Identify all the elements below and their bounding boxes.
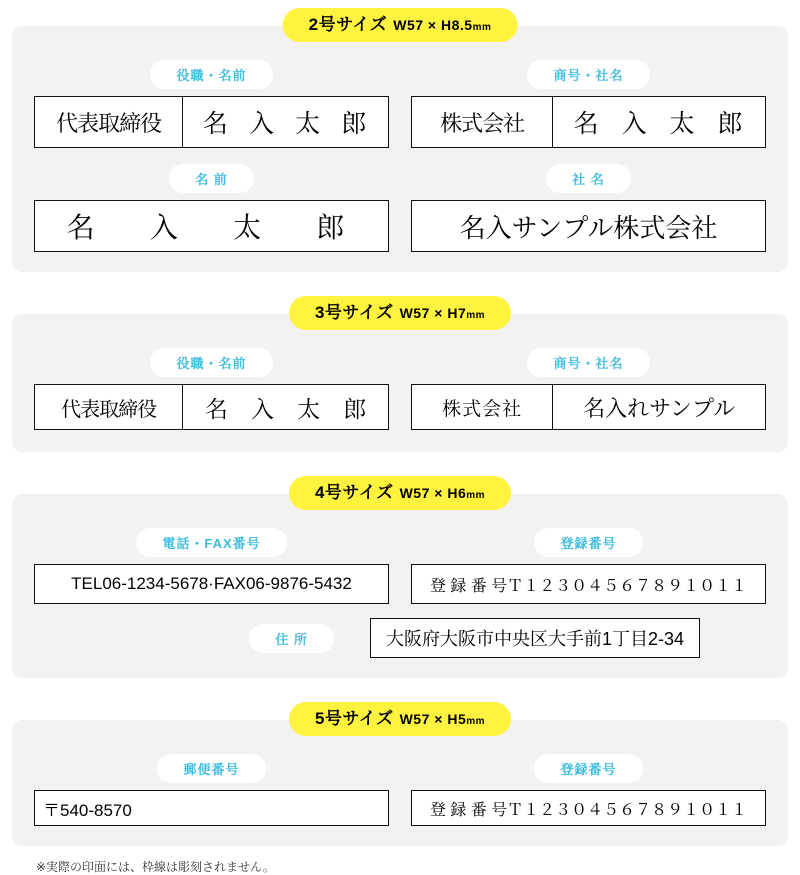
- stamp-registration-value: Ｔ１２３０４５６７８９１０１１: [507, 801, 748, 819]
- stamp-name-group: [183, 97, 388, 147]
- col-5-left: [34, 754, 389, 826]
- stamp-registration-label: 登 録 番 号: [429, 801, 508, 819]
- section-size-3: [12, 303, 788, 452]
- size-pill-4-dim: W57 × H6: [399, 485, 467, 501]
- stamp-registration-value: Ｔ１２３０４５６７８９１０１１: [507, 577, 748, 595]
- row-2-top: [34, 60, 766, 148]
- size-pill-3-label: 3号サイズ: [314, 303, 394, 322]
- stamp-tel-fax-text: TEL06-1234-5678·FAX06-9876-5432: [71, 574, 352, 593]
- stamp-name-char: 太: [295, 110, 323, 138]
- stamp-prefix: 株式会社: [412, 97, 553, 147]
- stamp-registration-label: 登 録 番 号: [429, 577, 508, 595]
- stamp-name-group: [35, 201, 388, 251]
- stamp-name-char: 郎: [343, 395, 367, 422]
- size-pill-4: [289, 476, 511, 510]
- col-4-address-box: [370, 618, 766, 658]
- col-2-left-top: [34, 60, 389, 148]
- label-company-name: 商号・社名: [527, 348, 649, 377]
- stamp-name-char: 入: [249, 110, 277, 138]
- stamp-name-char: 郎: [717, 110, 745, 138]
- size-pill-3: [289, 296, 511, 330]
- size-pill-5-dim: W57 × H5: [399, 711, 467, 727]
- label-postal-code: 郵便番号: [157, 754, 265, 783]
- label-name-only: 名 前: [169, 164, 254, 193]
- stamp-box-postal: [34, 790, 389, 826]
- label-role-name: 役職・名前: [150, 60, 272, 89]
- label-tel-fax: 電話・FAX番号: [136, 528, 286, 557]
- row-4-bottom: [34, 618, 766, 658]
- stamp-name-char: 入: [251, 395, 274, 422]
- footnote: ※実際の印面には、枠線は彫刻されません。: [36, 860, 275, 874]
- label-company-name: 商号・社名: [527, 60, 649, 89]
- size-pill-2: [283, 8, 518, 42]
- stamp-prefix: 株式会社: [412, 385, 553, 429]
- stamp-postal-text: 〒540-8570: [43, 800, 132, 820]
- size-pill-3-dim: W57 × H7: [399, 305, 467, 321]
- stamp-registration-group: [412, 565, 765, 603]
- size-pill-2-unit: mm: [472, 22, 492, 33]
- label-registration-number: 登録番号: [534, 754, 642, 783]
- row-5-top: [34, 754, 766, 826]
- col-2-right-bottom: [411, 164, 766, 252]
- col-4-address-label: [34, 624, 348, 653]
- stamp-name-char: 名: [204, 395, 228, 422]
- stamp-box-role-name: [34, 96, 389, 148]
- section-size-4: [12, 483, 788, 678]
- stamp-name-char: 郎: [316, 212, 357, 243]
- stamp-box-company-name: [411, 96, 766, 148]
- stamp-box-role-name: [34, 384, 389, 430]
- size-pill-2-dim: W57 × H8.5: [393, 17, 473, 33]
- size-pill-2-label: 2号サイズ: [308, 15, 388, 34]
- row-2-bottom: [34, 164, 766, 252]
- stamp-name-group: [183, 385, 388, 429]
- col-3-left: [34, 348, 389, 430]
- label-role-name: 役職・名前: [150, 348, 272, 377]
- col-4-left: [34, 528, 389, 604]
- col-2-left-bottom: [34, 164, 389, 252]
- section-size-5: [12, 709, 788, 846]
- stamp-registration-group: [412, 791, 765, 825]
- stamp-box-tel-fax: [34, 564, 389, 604]
- stamp-name-char: 郎: [341, 110, 369, 138]
- stamp-name-char: 名: [573, 110, 601, 138]
- stamp-name-char: 入: [149, 212, 190, 243]
- col-3-right: [411, 348, 766, 430]
- stamp-company-text: 名入サンプル株式会社: [459, 212, 718, 243]
- size-pill-3-unit: mm: [466, 310, 486, 321]
- stamp-name-char: 太: [297, 395, 321, 422]
- size-pill-5-unit: mm: [466, 716, 486, 727]
- stamp-name-char: 太: [669, 110, 697, 138]
- stamp-company-text: 名入れサンプル: [583, 395, 736, 421]
- stamp-box-name-only: [34, 200, 389, 252]
- size-pill-4-unit: mm: [466, 490, 486, 501]
- stamp-box-company-name: [411, 384, 766, 430]
- stamp-box-company-only: [411, 200, 766, 252]
- size-pill-4-label: 4号サイズ: [314, 483, 394, 502]
- page-root: [0, 15, 800, 874]
- section-size-2: [12, 15, 788, 272]
- stamp-name-char: 入: [621, 110, 649, 138]
- row-3-top: [34, 348, 766, 430]
- col-2-right-top: [411, 60, 766, 148]
- stamp-address-text: 大阪府大阪市中央区大手前1丁目2-34: [385, 629, 685, 649]
- stamp-prefix: 代表取締役: [35, 97, 183, 147]
- stamp-box-registration: [411, 564, 766, 604]
- stamp-name-char: 名: [202, 110, 230, 138]
- col-4-right: [411, 528, 766, 604]
- label-registration-number: 登録番号: [534, 528, 642, 557]
- size-pill-5-label: 5号サイズ: [314, 709, 394, 728]
- size-pill-5: [289, 702, 511, 736]
- label-company-only: 社 名: [546, 164, 631, 193]
- stamp-name-char: 太: [233, 212, 274, 243]
- stamp-box-registration: [411, 790, 766, 826]
- stamp-name-group: [553, 97, 765, 147]
- stamp-prefix: 代表取締役: [35, 385, 183, 429]
- col-5-right: [411, 754, 766, 826]
- label-address: 住 所: [249, 624, 334, 653]
- stamp-box-address: [370, 618, 700, 658]
- row-4-top: [34, 528, 766, 604]
- stamp-name-char: 名: [66, 212, 107, 243]
